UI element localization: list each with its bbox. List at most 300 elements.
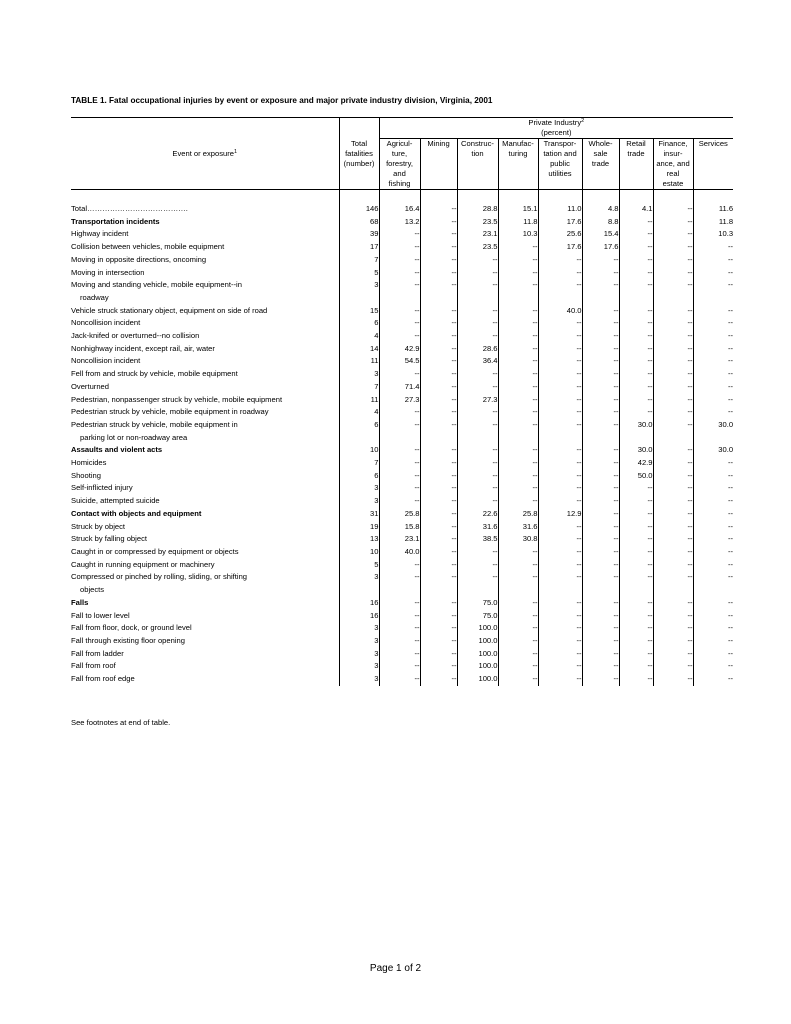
row-label-text: Moving in opposite directions, oncoming	[71, 254, 207, 264]
percent-cell: 30.8	[498, 533, 538, 546]
percent-cell: 15.1	[498, 203, 538, 216]
percent-cell: --	[582, 559, 619, 572]
row-label-text: Noncollision incident	[71, 356, 141, 366]
industry-header-line: trade	[627, 149, 645, 158]
percent-cell: --	[653, 406, 693, 419]
percent-cell: --	[420, 406, 457, 419]
percent-cell: --	[420, 394, 457, 407]
percent-cell: --	[619, 533, 653, 546]
row-label	[71, 317, 339, 330]
total-fatalities-cell: 3	[339, 279, 379, 304]
percent-cell: --	[538, 470, 582, 483]
percent-cell: --	[653, 228, 693, 241]
percent-cell: --	[538, 279, 582, 304]
percent-cell: --	[619, 355, 653, 368]
percent-cell: --	[379, 495, 420, 508]
percent-cell: --	[538, 559, 582, 572]
industry-header-line: Services	[698, 139, 728, 148]
row-label-text: Falls	[71, 597, 89, 607]
percent-cell: --	[582, 533, 619, 546]
table-row	[71, 648, 733, 661]
industry-header-line: Mining	[427, 139, 450, 148]
percent-cell: --	[379, 317, 420, 330]
row-label-text: Compressed or pinched by rolling, sliding, or shifting	[71, 572, 248, 582]
percent-cell: --	[538, 648, 582, 661]
row-label-text: Highway incident	[71, 229, 129, 239]
percent-cell: --	[653, 521, 693, 534]
percent-cell: --	[420, 228, 457, 241]
percent-cell: --	[619, 482, 653, 495]
percent-cell: --	[693, 533, 733, 546]
percent-cell: --	[582, 470, 619, 483]
percent-cell: --	[420, 470, 457, 483]
percent-cell: --	[582, 597, 619, 610]
percent-cell: --	[538, 368, 582, 381]
total-header-line: Total	[350, 138, 368, 148]
percent-cell: --	[619, 216, 653, 229]
row-label-text: Pedestrian struck by vehicle, mobile equipment in roadway	[71, 407, 269, 417]
percent-cell: --	[379, 597, 420, 610]
total-fatalities-cell: 6	[339, 470, 379, 483]
percent-cell: --	[379, 571, 420, 596]
total-header-line: (number)	[343, 158, 375, 168]
percent-cell: --	[653, 546, 693, 559]
total-fatalities-cell: 11	[339, 355, 379, 368]
percent-cell: 8.8	[582, 216, 619, 229]
percent-cell: --	[653, 317, 693, 330]
table-row	[71, 508, 733, 521]
percent-cell: --	[420, 419, 457, 444]
percent-cell: --	[379, 267, 420, 280]
row-label-text: Suicide, attempted suicide	[71, 496, 160, 506]
percent-cell: --	[538, 521, 582, 534]
industry-header-line: and	[393, 169, 406, 178]
percent-cell: --	[619, 394, 653, 407]
row-label-text: Jack-knifed or overturned--no collision	[71, 331, 200, 341]
percent-cell: --	[498, 394, 538, 407]
percent-cell: --	[420, 521, 457, 534]
percent-cell: 11.0	[538, 203, 582, 216]
row-label-text: Caught in or compressed by equipment or objects	[71, 546, 239, 556]
percent-cell: --	[457, 495, 498, 508]
percent-cell: --	[420, 241, 457, 254]
percent-cell: --	[379, 444, 420, 457]
industry-column-header	[420, 139, 457, 190]
table-row	[71, 635, 733, 648]
percent-cell: --	[538, 610, 582, 623]
table-row	[71, 533, 733, 546]
percent-cell: --	[457, 330, 498, 343]
percent-cell: --	[420, 381, 457, 394]
percent-cell: --	[457, 381, 498, 394]
industry-header-line: fishing	[388, 179, 411, 188]
percent-cell: --	[582, 394, 619, 407]
table-row	[71, 394, 733, 407]
percent-cell: --	[653, 216, 693, 229]
total-fatalities-cell: 6	[339, 317, 379, 330]
row-label	[71, 267, 339, 280]
percent-cell: --	[619, 381, 653, 394]
row-label-text: Assaults and violent acts	[71, 445, 163, 455]
total-fatalities-cell: 15	[339, 305, 379, 318]
row-label	[71, 457, 339, 470]
industry-header-line: public	[550, 159, 570, 168]
percent-cell: --	[457, 267, 498, 280]
percent-cell: --	[457, 317, 498, 330]
percent-cell: --	[653, 508, 693, 521]
percent-cell: --	[619, 267, 653, 280]
row-label	[71, 343, 339, 356]
total-fatalities-cell: 146	[339, 203, 379, 216]
percent-cell: --	[693, 241, 733, 254]
row-label-text: Moving and standing vehicle, mobile equipment--in	[71, 280, 242, 290]
percent-cell: --	[693, 495, 733, 508]
row-label	[71, 533, 339, 546]
percent-cell: --	[420, 559, 457, 572]
percent-cell: 11.6	[693, 203, 733, 216]
percent-cell: --	[619, 368, 653, 381]
percent-cell: --	[457, 419, 498, 444]
percent-cell: 22.6	[457, 508, 498, 521]
percent-cell: --	[457, 444, 498, 457]
percent-cell: --	[693, 305, 733, 318]
percent-cell: --	[619, 622, 653, 635]
percent-cell: --	[653, 368, 693, 381]
row-label-text: Fall through existing floor opening	[71, 635, 185, 645]
row-label-continuation: parking lot or non-roadway area	[80, 432, 188, 442]
percent-cell: --	[457, 305, 498, 318]
percent-cell: --	[582, 254, 619, 267]
percent-cell: --	[498, 279, 538, 304]
total-fatalities-cell: 3	[339, 571, 379, 596]
row-label	[71, 279, 339, 304]
percent-cell: 15.8	[379, 521, 420, 534]
percent-cell: --	[582, 635, 619, 648]
percent-cell: --	[538, 355, 582, 368]
percent-cell: --	[420, 254, 457, 267]
percent-cell: 100.0	[457, 673, 498, 686]
percent-cell: --	[498, 267, 538, 280]
percent-cell: --	[379, 279, 420, 304]
percent-cell: --	[498, 254, 538, 267]
total-fatalities-cell: 31	[339, 508, 379, 521]
percent-cell: --	[498, 610, 538, 623]
percent-cell: --	[582, 610, 619, 623]
percent-cell: 31.6	[457, 521, 498, 534]
percent-cell: --	[538, 482, 582, 495]
percent-cell: --	[653, 330, 693, 343]
percent-cell: 31.6	[498, 521, 538, 534]
percent-cell: --	[582, 317, 619, 330]
percent-cell: 100.0	[457, 660, 498, 673]
percent-cell: --	[653, 394, 693, 407]
industry-header-line: ance, and	[656, 159, 690, 168]
table-row	[71, 597, 733, 610]
percent-cell: 28.6	[457, 343, 498, 356]
total-fatalities-cell: 39	[339, 228, 379, 241]
table-row	[71, 228, 733, 241]
percent-cell: --	[498, 559, 538, 572]
percent-cell: --	[582, 482, 619, 495]
percent-cell: --	[653, 241, 693, 254]
percent-cell: --	[619, 495, 653, 508]
row-label	[71, 419, 339, 444]
percent-cell: --	[420, 279, 457, 304]
percent-cell: --	[498, 597, 538, 610]
percent-cell: --	[538, 533, 582, 546]
table-row	[71, 482, 733, 495]
percent-cell: --	[693, 546, 733, 559]
industry-header-line: utilities	[548, 169, 572, 178]
percent-cell: --	[653, 660, 693, 673]
industry-header-line: trade	[591, 159, 610, 168]
percent-cell: --	[498, 660, 538, 673]
percent-cell: 54.5	[379, 355, 420, 368]
percent-cell: --	[420, 330, 457, 343]
percent-cell: --	[538, 381, 582, 394]
percent-cell: --	[582, 279, 619, 304]
total-header-line: fatalities	[345, 148, 373, 158]
percent-cell: --	[693, 648, 733, 661]
percent-cell: --	[619, 610, 653, 623]
total-fatalities-cell: 14	[339, 343, 379, 356]
percent-cell: --	[653, 279, 693, 304]
industry-header-line: forestry,	[386, 159, 413, 168]
percent-cell: --	[619, 597, 653, 610]
percent-cell: --	[653, 673, 693, 686]
row-label	[71, 305, 339, 318]
percent-cell: --	[498, 571, 538, 596]
percent-cell: --	[457, 470, 498, 483]
percent-cell: --	[420, 571, 457, 596]
percent-cell: --	[538, 546, 582, 559]
industry-column-header	[379, 139, 420, 190]
percent-cell: --	[538, 635, 582, 648]
percent-cell: --	[498, 241, 538, 254]
percent-cell: --	[379, 635, 420, 648]
total-fatalities-cell: 16	[339, 597, 379, 610]
table-row	[71, 559, 733, 572]
percent-cell: --	[420, 317, 457, 330]
percent-cell: --	[653, 419, 693, 444]
row-label-text: Fall from roof	[71, 661, 116, 671]
percent-cell: --	[693, 610, 733, 623]
percent-cell: --	[619, 559, 653, 572]
percent-cell: 23.5	[457, 241, 498, 254]
industry-header-line: Construc-	[461, 139, 494, 148]
percent-cell: 38.5	[457, 533, 498, 546]
percent-cell: --	[538, 267, 582, 280]
percent-cell: --	[379, 241, 420, 254]
table-row	[71, 673, 733, 686]
percent-cell: --	[653, 571, 693, 596]
percent-cell: --	[420, 355, 457, 368]
percent-cell: 42.9	[379, 343, 420, 356]
percent-cell: --	[653, 444, 693, 457]
row-label	[71, 254, 339, 267]
percent-cell: --	[653, 381, 693, 394]
percent-cell: --	[582, 546, 619, 559]
percent-cell: 27.3	[457, 394, 498, 407]
percent-cell: --	[582, 495, 619, 508]
industry-header-line: Retail	[626, 139, 646, 148]
percent-cell: 50.0	[619, 470, 653, 483]
total-fatalities-cell: 10	[339, 444, 379, 457]
percent-cell: --	[693, 394, 733, 407]
percent-cell: 75.0	[457, 597, 498, 610]
industry-header-line: real	[666, 169, 680, 178]
percent-cell: 30.0	[619, 419, 653, 444]
table-row	[71, 660, 733, 673]
percent-cell: --	[619, 279, 653, 304]
total-fatalities-cell: 10	[339, 546, 379, 559]
percent-cell: 23.5	[457, 216, 498, 229]
percent-cell: --	[457, 457, 498, 470]
percent-cell: --	[693, 660, 733, 673]
total-fatalities-cell: 3	[339, 635, 379, 648]
percent-cell: --	[498, 635, 538, 648]
total-fatalities-cell: 17	[339, 241, 379, 254]
percent-cell: --	[420, 673, 457, 686]
percent-cell: 25.6	[538, 228, 582, 241]
percent-cell: 71.4	[379, 381, 420, 394]
row-label	[71, 648, 339, 661]
percent-cell: --	[693, 508, 733, 521]
row-label-text: Fall from floor, dock, or ground level	[71, 623, 192, 633]
percent-cell: --	[379, 254, 420, 267]
row-label	[71, 508, 339, 521]
row-label-text: Pedestrian struck by vehicle, mobile equipment in	[71, 419, 238, 429]
percent-cell: --	[619, 508, 653, 521]
row-label	[71, 521, 339, 534]
percent-cell: 25.8	[379, 508, 420, 521]
percent-cell: --	[582, 368, 619, 381]
total-fatalities-cell: 19	[339, 521, 379, 534]
percent-cell: 30.0	[619, 444, 653, 457]
percent-cell: --	[498, 381, 538, 394]
percent-cell: --	[619, 571, 653, 596]
row-label	[71, 546, 339, 559]
row-label-text: Total………………………………….	[71, 204, 188, 213]
percent-cell: 100.0	[457, 622, 498, 635]
percent-cell: --	[619, 241, 653, 254]
percent-cell: --	[619, 317, 653, 330]
percent-cell: --	[457, 368, 498, 381]
industry-header-line: turing	[508, 149, 528, 158]
total-fatalities-cell: 7	[339, 381, 379, 394]
percent-cell: --	[379, 622, 420, 635]
fatal-injuries-table	[71, 117, 733, 686]
row-label-text: Contact with objects and equipment	[71, 508, 202, 518]
industry-column-header	[457, 139, 498, 190]
percent-cell: --	[693, 559, 733, 572]
percent-cell: --	[653, 597, 693, 610]
row-label-continuation: objects	[80, 585, 105, 595]
industry-header-line: insur-	[663, 149, 683, 158]
percent-cell: --	[693, 317, 733, 330]
row-label-text: Fall from roof edge	[71, 674, 135, 684]
percent-cell: --	[653, 648, 693, 661]
percent-cell: --	[379, 368, 420, 381]
percent-cell: 36.4	[457, 355, 498, 368]
percent-cell: --	[582, 648, 619, 661]
row-label	[71, 368, 339, 381]
percent-cell: --	[420, 457, 457, 470]
row-label-text: Noncollision incident	[71, 318, 141, 328]
spacer-row	[71, 190, 733, 204]
percent-cell: --	[498, 330, 538, 343]
percent-cell: --	[379, 673, 420, 686]
percent-cell: --	[420, 508, 457, 521]
percent-cell: 15.4	[582, 228, 619, 241]
row-label	[71, 635, 339, 648]
percent-cell: --	[653, 470, 693, 483]
percent-cell: 17.6	[538, 241, 582, 254]
industry-column-header	[693, 139, 733, 190]
percent-cell: --	[653, 635, 693, 648]
percent-cell: 27.3	[379, 394, 420, 407]
percent-cell: --	[619, 660, 653, 673]
total-fatalities-cell: 5	[339, 267, 379, 280]
row-label	[71, 406, 339, 419]
percent-cell: --	[582, 457, 619, 470]
industry-column-header	[619, 139, 653, 190]
percent-cell: --	[420, 368, 457, 381]
table-row	[71, 267, 733, 280]
percent-cell: --	[582, 419, 619, 444]
row-label-text: Transportation incidents	[71, 216, 160, 226]
table-row	[71, 254, 733, 267]
row-label	[71, 216, 339, 229]
percent-subheader: (percent)	[379, 128, 733, 139]
percent-cell: 13.2	[379, 216, 420, 229]
percent-cell: --	[498, 482, 538, 495]
percent-cell: --	[498, 419, 538, 444]
row-label	[71, 330, 339, 343]
table-row	[71, 622, 733, 635]
percent-cell: --	[653, 267, 693, 280]
percent-cell: --	[619, 673, 653, 686]
percent-cell: 16.4	[379, 203, 420, 216]
percent-cell: --	[582, 267, 619, 280]
row-label-text: Homicides	[71, 458, 107, 468]
table-row	[71, 203, 733, 216]
table-row	[71, 470, 733, 483]
percent-cell: --	[420, 660, 457, 673]
percent-cell: --	[582, 355, 619, 368]
percent-cell: --	[457, 482, 498, 495]
percent-cell: --	[693, 279, 733, 304]
row-label-text: Pedestrian, nonpassenger struck by vehicle, mobile equipment	[71, 394, 283, 404]
percent-cell: 10.3	[693, 228, 733, 241]
percent-cell: --	[693, 330, 733, 343]
percent-cell: --	[538, 660, 582, 673]
percent-cell: --	[498, 355, 538, 368]
percent-cell: --	[653, 610, 693, 623]
row-label	[71, 660, 339, 673]
percent-cell: --	[619, 254, 653, 267]
percent-cell: --	[498, 317, 538, 330]
percent-cell: --	[420, 648, 457, 661]
percent-cell: --	[457, 406, 498, 419]
percent-cell: --	[498, 368, 538, 381]
row-label-continuation: roadway	[80, 292, 109, 302]
row-label	[71, 355, 339, 368]
percent-cell: --	[693, 673, 733, 686]
percent-cell: --	[457, 571, 498, 596]
percent-cell: 10.3	[498, 228, 538, 241]
total-fatalities-cell: 3	[339, 648, 379, 661]
